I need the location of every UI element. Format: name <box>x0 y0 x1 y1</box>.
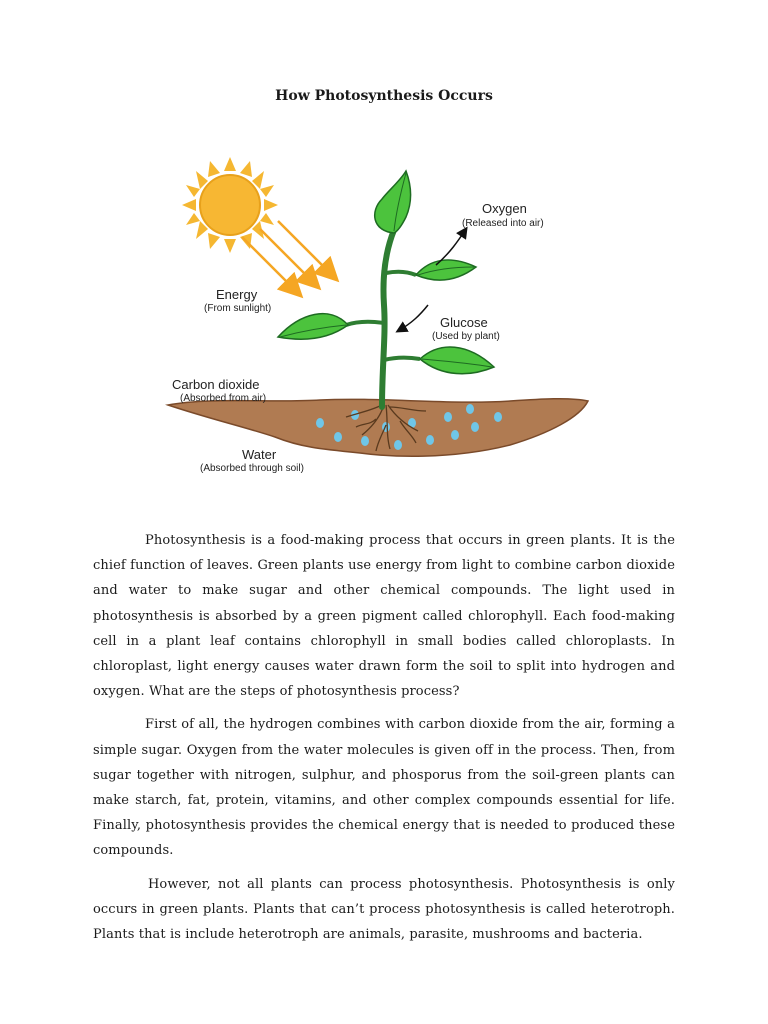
sun-icon <box>182 157 278 253</box>
document-body <box>93 528 675 955</box>
label-glucose-sub: (Used by plant) <box>432 331 500 342</box>
label-energy: Energy <box>216 287 258 302</box>
label-energy-sub: (From sunlight) <box>204 303 272 314</box>
label-oxygen: Oxygen <box>482 201 527 216</box>
photosynthesis-diagram <box>150 155 620 485</box>
glucose-arrow <box>398 305 428 331</box>
document-title: How Photosynthesis Occurs <box>275 88 493 104</box>
paragraph-1: Photosynthesis is a food-making process that occurs in green plants. It is the chief function of leaves. Green plants use energy from light to combine carbon dioxide and water to make sugar and other chemical compounds. The light used in photosynthesis is absorbed by a green pigment called chlorophyll. Each food-making cell in a plant leaf contains chlorophyll in small bodies called chloroplasts. In chloroplast, light energy causes water drawn form the soil to split into hydrogen and oxygen. What are the steps of photosynthesis process? <box>93 533 675 700</box>
label-water: Water <box>242 447 277 462</box>
paragraph-2: First of all, the hydrogen combines with carbon dioxide from the air, forming a simple sugar. Oxygen from the water molecules is given off in the process. Then, from sugar together with nitrogen, sulphur, and phosporus from the soil-green plants can make starch, fat, protein, vitamins, and other complex compounds essential for life. Finally, photosynthesis provides the chemical energy that is needed to produced these compounds. <box>93 717 675 859</box>
label-water-sub: (Absorbed through soil) <box>200 463 304 474</box>
label-glucose: Glucose <box>440 315 488 330</box>
paragraph-3: However, not all plants can process photosynthesis. Photosynthesis is only occurs in green plants. Plants that can’t process photosynthesis is called heterotroph. Plants that is include heterotroph are animals, parasite, mushrooms and bacteria. <box>93 876 675 943</box>
label-carbon-dioxide: Carbon dioxide <box>172 377 260 392</box>
plant-stem <box>382 230 394 407</box>
label-carbon-dioxide-sub: (Absorbed from air) <box>180 393 267 404</box>
diagram-svg <box>150 155 620 485</box>
label-oxygen-sub: (Released into air) <box>462 218 544 229</box>
